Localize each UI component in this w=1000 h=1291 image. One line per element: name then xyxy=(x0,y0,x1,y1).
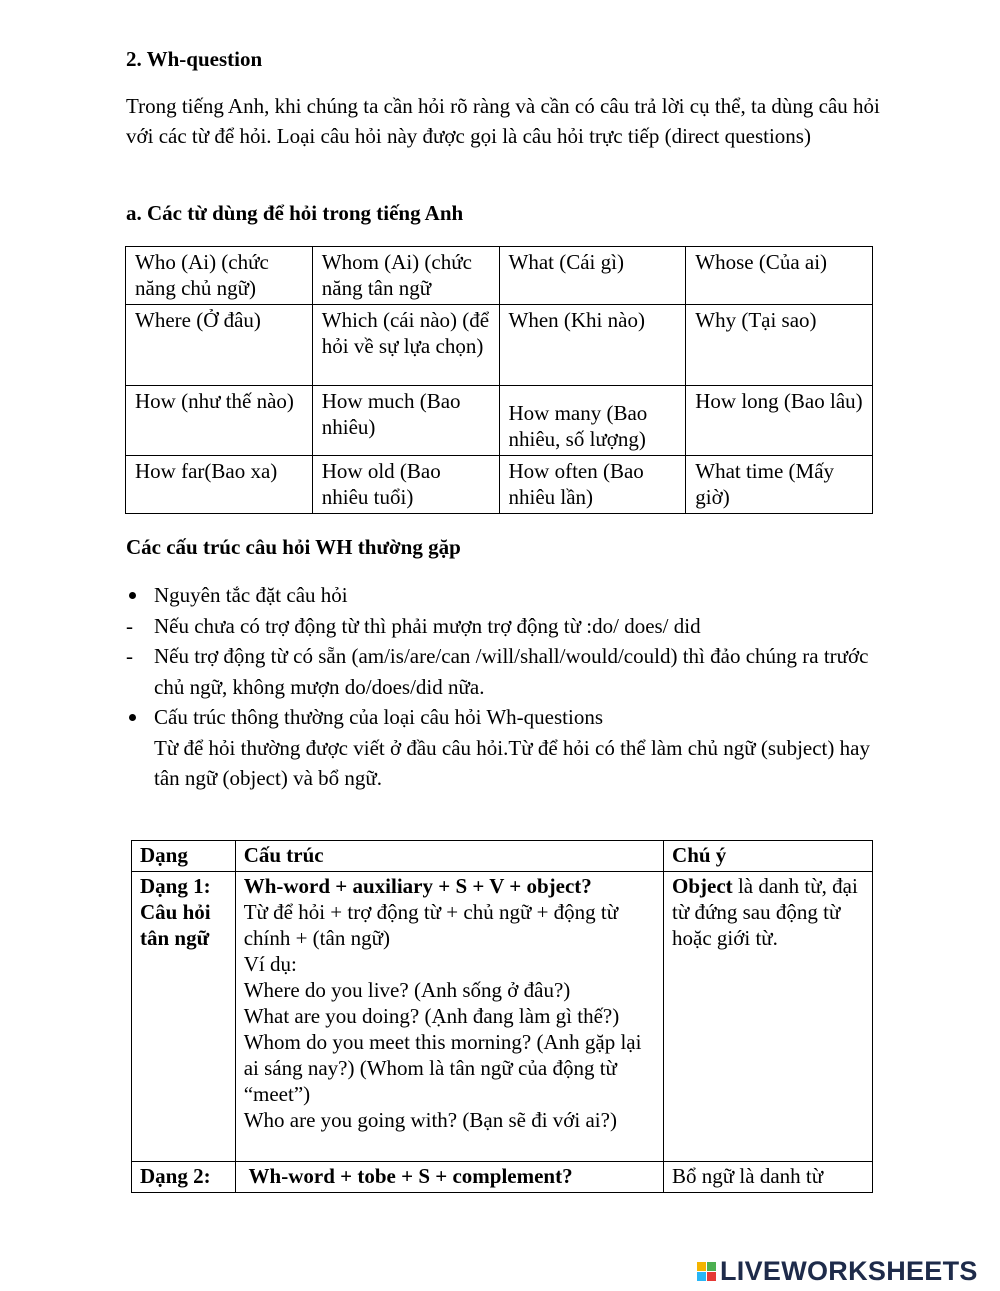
table-header-row xyxy=(132,841,873,872)
list-item xyxy=(126,580,886,611)
form1-line: Whom do you meet this morning? (Anh gặp lại ai sáng nay?) (Whom là tân ngữ của động từ “meet”) xyxy=(243,1030,642,1106)
header-structure: Cấu trúc xyxy=(235,841,663,872)
form1-label-line: Câu hỏi xyxy=(140,900,211,924)
table-cell: Who (Ai) (chức năng chủ ngữ) xyxy=(126,247,313,305)
rule-text: Nếu trợ động từ có sẵn (am/is/are/can /will/shall/would/could) thì đảo chúng ra trước chủ ngữ, không mượn do/does/did nữa. xyxy=(154,644,869,699)
rule-text: Cấu trúc thông thường của loại câu hỏi Wh-questions xyxy=(154,705,604,729)
header-form: Dạng xyxy=(132,841,236,872)
table-cell: How old (Bao nhiêu tuổi) xyxy=(312,456,499,514)
dash-marker: - xyxy=(126,613,133,638)
table-row xyxy=(126,305,873,386)
table-cell: How (như thế nào) xyxy=(126,386,313,456)
table-cell: How much (Bao nhiêu) xyxy=(312,386,499,456)
table-row xyxy=(126,456,873,514)
table-cell: What (Cái gì) xyxy=(499,247,686,305)
question-forms-table xyxy=(131,840,873,1193)
table-cell: How often (Bao nhiêu lần) xyxy=(499,456,686,514)
rule-text: Từ để hỏi thường được viết ở đầu câu hỏi.Từ để hỏi có thể làm chủ ngữ (subject) hay tân ngữ (object) và bổ ngữ. xyxy=(154,735,870,790)
logo-square xyxy=(697,1272,706,1281)
table-cell: Whose (Của ai) xyxy=(686,247,873,305)
table-row xyxy=(132,872,873,1162)
list-item xyxy=(126,733,886,794)
list-item xyxy=(126,611,886,642)
bullet-icon xyxy=(129,714,136,721)
form1-note-bold: Object xyxy=(672,874,733,898)
question-words-heading: a. Các từ dùng để hỏi trong tiếng Anh xyxy=(126,201,464,225)
form2-label: Dạng 2: xyxy=(132,1162,236,1193)
form1-note-text: là danh từ, đại từ đứng sau động từ hoặc giới từ. xyxy=(672,874,858,950)
logo-mark-icon xyxy=(697,1262,716,1281)
table-cell: Why (Tại sao) xyxy=(686,305,873,386)
section-title: 2. Wh-question xyxy=(126,47,263,71)
rules-list xyxy=(126,580,886,794)
liveworksheets-logo[interactable] xyxy=(697,1256,978,1286)
table-cell: Where (Ở đâu) xyxy=(126,305,313,386)
form1-note xyxy=(664,872,873,1162)
logo-square xyxy=(707,1272,716,1281)
list-item xyxy=(126,702,886,733)
structures-heading: Các cấu trúc câu hỏi WH thường gặp xyxy=(126,535,461,559)
dash-marker: - xyxy=(126,644,133,668)
table-row xyxy=(132,1162,873,1193)
logo-text: LIVEWORKSHEETS xyxy=(720,1256,978,1286)
intro-paragraph: Trong tiếng Anh, khi chúng ta cần hỏi rõ ràng và cần có câu trả lời cụ thể, ta dùng câu hỏi với các từ để hỏi. Loại câu hỏi này được gọi là câu hỏi trực tiếp (direct questions) xyxy=(126,94,880,148)
table-row xyxy=(126,386,873,456)
table-row xyxy=(126,247,873,305)
header-note: Chú ý xyxy=(664,841,873,872)
form1-line: Từ để hỏi + trợ động từ + chủ ngữ + động từ chính + (tân ngữ) xyxy=(243,900,619,950)
rule-text: Nguyên tắc đặt câu hỏi xyxy=(154,583,348,607)
form1-line: Ví dụ: xyxy=(243,952,297,976)
table-cell: When (Khi nào) xyxy=(499,305,686,386)
form1-structure xyxy=(235,872,663,1162)
logo-square xyxy=(697,1262,706,1271)
form1-line: Who are you going with? (Bạn sẽ đi với ai?) xyxy=(243,1108,617,1132)
table-cell: How many (Bao nhiêu, số lượng) xyxy=(499,386,686,456)
table-cell: Whom (Ai) (chức năng tân ngữ xyxy=(312,247,499,305)
form2-note: Bổ ngữ là danh từ xyxy=(664,1162,873,1193)
logo-square xyxy=(707,1262,716,1271)
form2-formula: Wh-word + tobe + S + complement? xyxy=(235,1162,663,1193)
table-cell: How far(Bao xa) xyxy=(126,456,313,514)
table-cell: Which (cái nào) (để hỏi về sự lựa chọn) xyxy=(312,305,499,386)
form1-line: Where do you live? (Anh sống ở đâu?) xyxy=(243,978,571,1002)
form1-formula: Wh-word + auxiliary + S + V + object? xyxy=(243,874,592,898)
question-words-table xyxy=(125,246,873,514)
table-cell: How long (Bao lâu) xyxy=(686,386,873,456)
list-item xyxy=(126,641,886,702)
bullet-icon xyxy=(129,592,136,599)
rule-text: Nếu chưa có trợ động từ thì phải mượn trợ động từ :do/ does/ did xyxy=(154,613,701,638)
form1-label-line: tân ngữ xyxy=(140,926,210,950)
form1-label xyxy=(132,872,236,1162)
form1-label-line: Dạng 1: xyxy=(140,874,211,898)
table-cell: What time (Mấy giờ) xyxy=(686,456,873,514)
form1-line: What are you doing? (Ạnh đang làm gì thế?) xyxy=(243,1004,620,1028)
